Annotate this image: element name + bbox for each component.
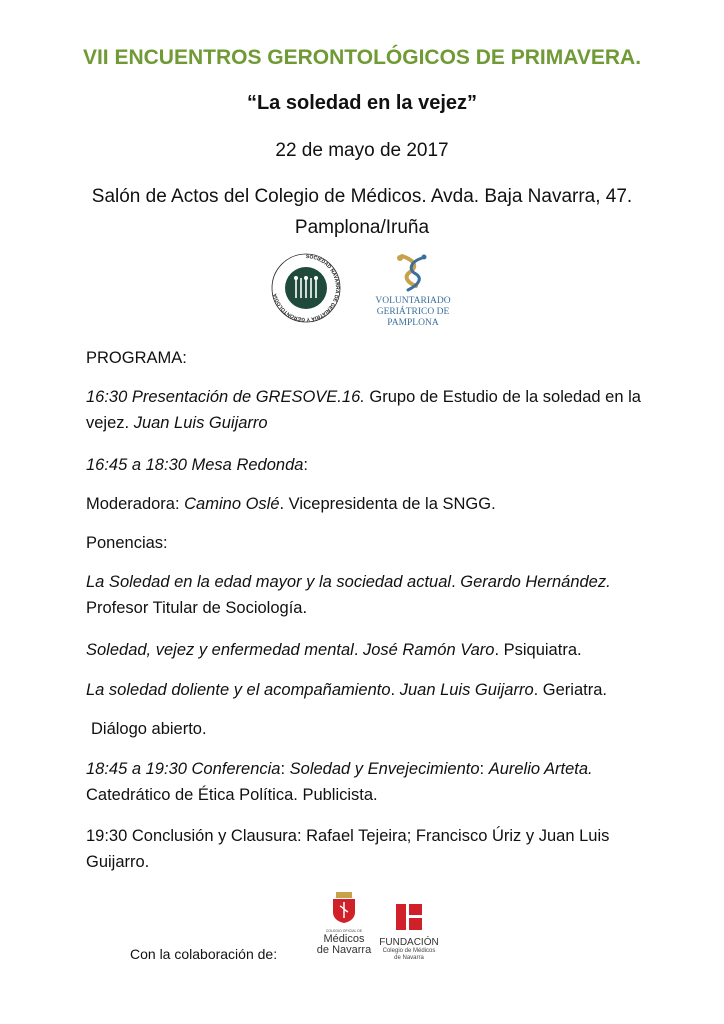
- ponencia-2: Soledad, vejez y enfermedad mental. José Ramón Varo. Psiquiatra.: [86, 641, 582, 659]
- program-moderadora: Moderadora: Camino Oslé. Vicepresidenta de la SNGG.: [86, 495, 496, 513]
- voluntariado-logo-text: VOLUNTARIADO GERIÁTRICO DE PAMPLONA: [375, 296, 451, 328]
- organizer-logos: [0, 252, 724, 332]
- event-date: 22 de mayo de 2017: [275, 140, 449, 161]
- program-item-mesa-redonda: 16:45 a 18:30 Mesa Redonda:: [86, 456, 309, 474]
- fundacion-mark-icon: [392, 902, 426, 932]
- ponencia-3: La soledad doliente y el acompañamiento. Juan Luis Guijarro. Geriatra.: [86, 681, 607, 699]
- event-title: VII ENCUENTROS GERONTOLÓGICOS DE PRIMAVERA.: [82, 46, 642, 69]
- program-dialogo: Diálogo abierto.: [91, 720, 207, 738]
- sngg-logo: [270, 252, 342, 324]
- event-subtitle: “La soledad en la vejez”: [246, 92, 478, 114]
- sngg-ring-text: SOCIEDAD NAVARRA DE GERIATRÍA Y GERONTOLOGÍA: [272, 253, 340, 323]
- program-item-presentacion: 16:30 Presentación de GRESOVE.16. Grupo de Estudio de la soledad en la vejez. Juan Luis Guijarro: [86, 388, 641, 432]
- fundacion-logo: FUNDACIÓN Colegio de Médicos de Navarra: [376, 902, 442, 962]
- coat-of-arms-icon: [329, 890, 359, 924]
- collaboration-label: Con la colaboración de:: [130, 946, 278, 962]
- program-ponencias-label: Ponencias:: [86, 534, 168, 552]
- program-clausura: 19:30 Conclusión y Clausura: Rafael Tejeira; Francisco Úriz y Juan Luis Guijarro.: [86, 827, 610, 871]
- voluntariado-logo-mark: [392, 252, 432, 294]
- ponencia-1: La Soledad en la edad mayor y la sociedad actual. Gerardo Hernández. Profesor Titular de Sociología.: [86, 573, 611, 617]
- medicos-navarra-logo: COLEGIO OFICIAL DE Médicos de Navarra: [316, 890, 372, 956]
- program-conferencia: 18:45 a 19:30 Conferencia: Soledad y Envejecimiento: Aurelio Arteta. Catedrático de Ética Política. Publicista.: [86, 760, 593, 804]
- event-venue: Salón de Actos del Colegio de Médicos. Avda. Baja Navarra, 47. Pamplona/Iruña: [91, 186, 633, 238]
- program-heading: PROGRAMA:: [86, 349, 187, 367]
